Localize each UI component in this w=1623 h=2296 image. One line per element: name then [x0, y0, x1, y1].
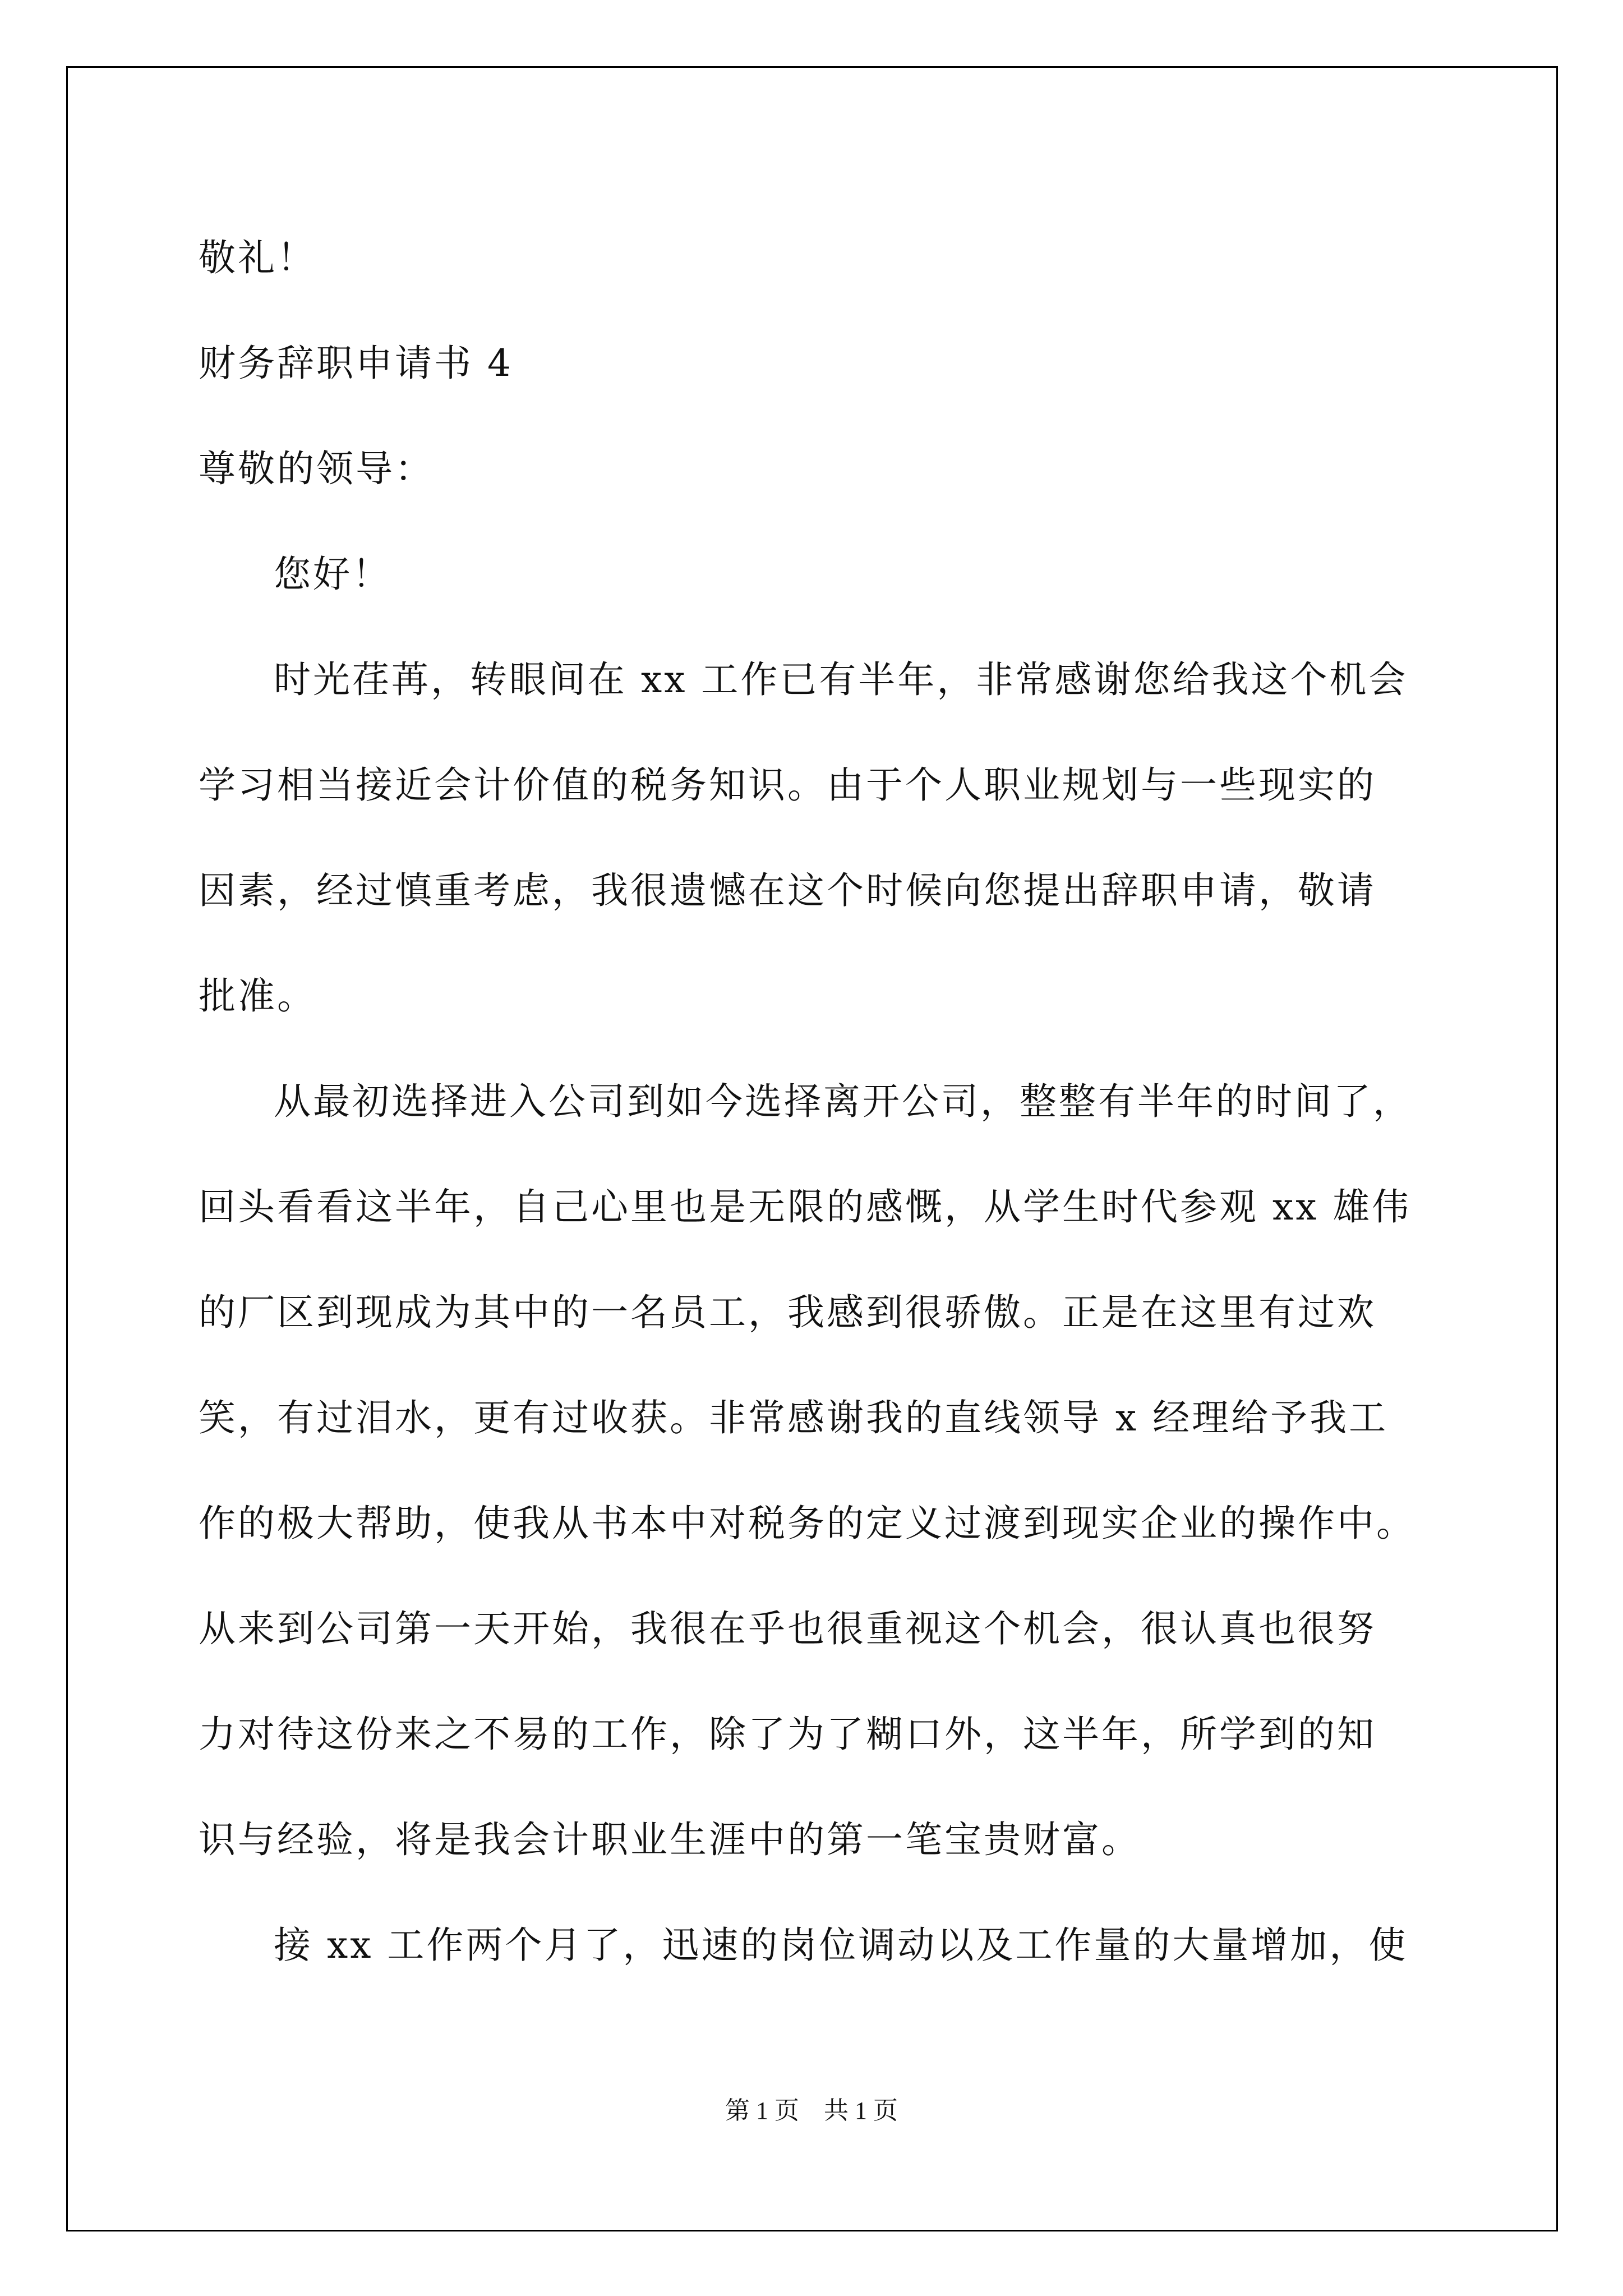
paragraph-2-line: 识与经验，将是我会计职业生涯中的第一笔宝贵财富。	[199, 1818, 1141, 1861]
paragraph-1-line: 因素，经过慎重考虑，我很遗憾在这个时候向您提出辞职申请，敬请	[199, 869, 1376, 912]
paragraph-2-line: 从最初选择进入公司到如今选择离开公司，整整有半年的时间了，	[274, 1080, 1412, 1123]
paragraph-1-line: 批准。	[199, 974, 316, 1018]
greeting: 您好！	[274, 553, 391, 596]
salutation: 尊敬的领导：	[199, 447, 434, 490]
paragraph-2-line: 作的极大帮助，使我从书本中对税务的定义过渡到现实企业的操作中。	[199, 1502, 1415, 1545]
paragraph-2-line: 的厂区到现成为其中的一名员工，我感到很骄傲。正是在这里有过欢	[199, 1291, 1376, 1334]
paragraph-2-line: 从来到公司第一天开始，我很在乎也很重视这个机会，很认真也很努	[199, 1607, 1376, 1650]
paragraph-3-line: 接 xx 工作两个月了，迅速的岗位调动以及工作量的大量增加，使	[274, 1924, 1408, 1967]
page-footer: 第 1 页 共 1 页	[725, 2097, 898, 2124]
paragraph-2-line: 笑，有过泪水，更有过收获。非常感谢我的直线领导 x 经理给予我工	[199, 1396, 1389, 1439]
paragraph-2-line: 力对待这份来之不易的工作，除了为了糊口外，这半年，所学到的知	[199, 1713, 1376, 1756]
paragraph-2-line: 回头看看这半年，自己心里也是无限的感慨，从学生时代参观 xx 雄伟	[199, 1185, 1412, 1228]
page-border	[66, 66, 1558, 2231]
paragraph-1-line: 时光荏苒，转眼间在 xx 工作已有半年，非常感谢您给我这个机会	[274, 658, 1408, 701]
document-title: 财务辞职申请书 4	[199, 342, 513, 385]
paragraph-1-line: 学习相当接近会计价值的税务知识。由于个人职业规划与一些现实的	[199, 763, 1376, 807]
closing-salutation: 敬礼！	[199, 236, 316, 279]
